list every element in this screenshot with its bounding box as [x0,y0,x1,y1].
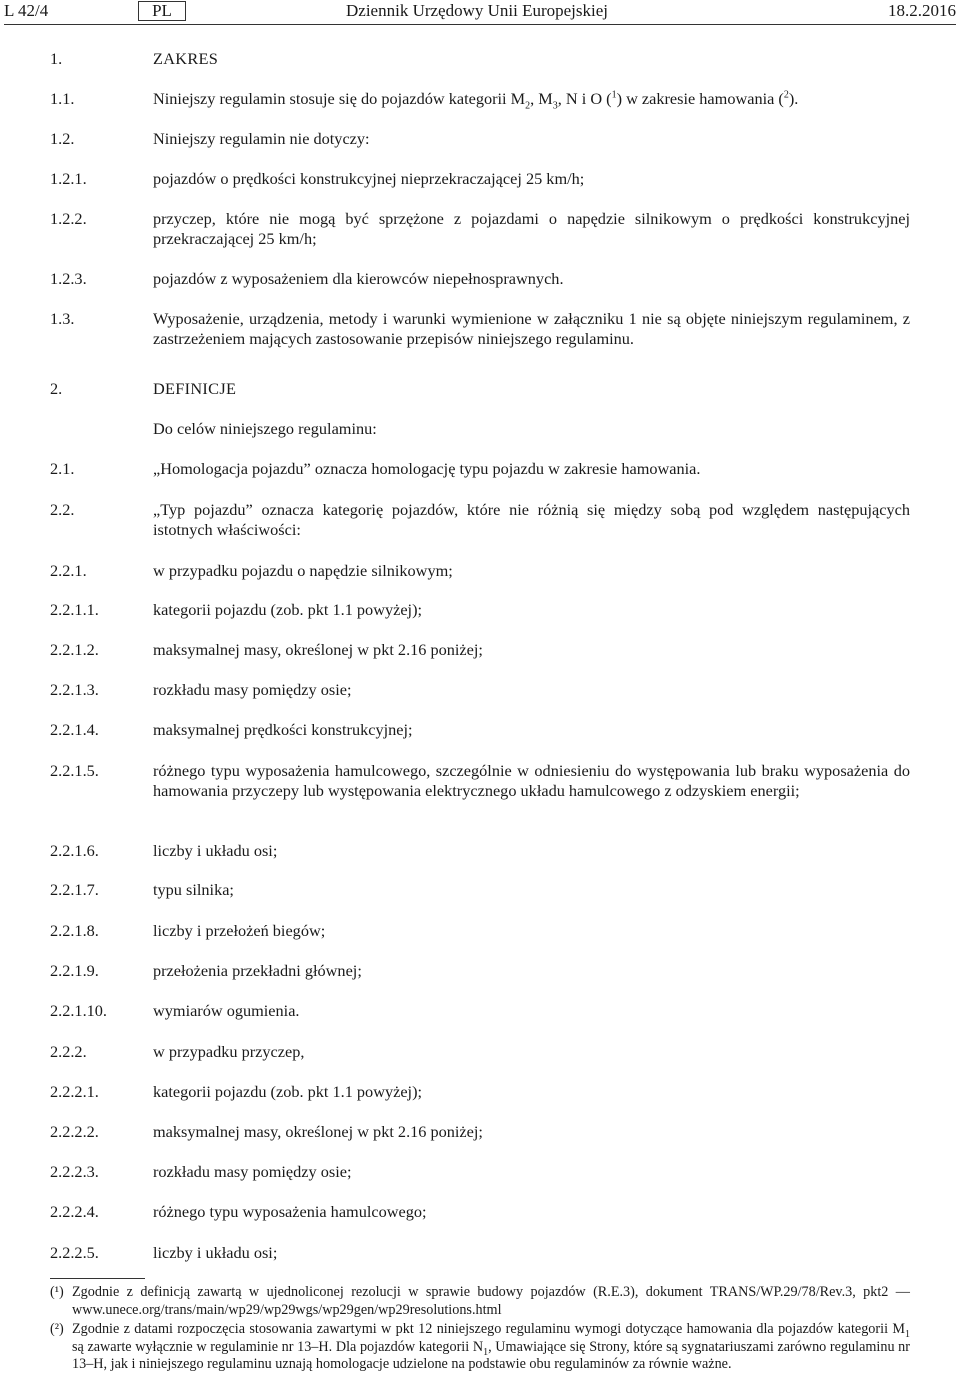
section-heading: ZAKRES [153,49,219,68]
item-text: przyczep, które nie mogą być sprzężone z pojazdami o napędzie silnikowym o prędkości konstrukcyjnej przekraczającej 25 km/h; [153,209,910,248]
footnote-ref-1[interactable]: 1 [611,89,617,101]
item-text: „Typ pojazdu” oznacza kategorię pojazdów, które nie różnią się między sobą pod względem następujących istotnych właściwości: [153,500,910,539]
item-text: kategorii pojazdu (zob. pkt 1.1 powyżej); [153,1082,423,1101]
item-text: liczby i przełożeń biegów; [153,921,326,940]
item-number: 2.2.1.10. [50,1001,107,1020]
item-text: pojazdów z wyposażeniem dla kierowców niepełnosprawnych. [153,269,564,288]
item-text: wymiarów ogumienia. [153,1001,300,1020]
item-text: kategorii pojazdu (zob. pkt 1.1 powyżej); [153,600,423,619]
item-number: 2.2. [50,500,75,519]
item-number: 2.2.1. [50,561,87,580]
item-number: 2.2.2.5. [50,1243,99,1262]
item-number: 2.2.1.8. [50,921,99,940]
item-number: 1.1. [50,89,75,108]
journal-title: Dziennik Urzędowy Unii Europejskiej [346,1,609,20]
item-number: 1.3. [50,309,75,328]
item-number: 1.2.3. [50,269,87,288]
footnote-divider [50,1278,145,1279]
item-number: 2.1. [50,459,75,478]
footnote-text: Zgodnie z definicją zawartą w ujednoliconej rezolucji w sprawie budowy pojazdów (R.E.3), dokument TRANS/WP.29/78/Rev.3, pkt2 — www.unece.org/trans/main/wp29/wp29wgs/wp29gen/wp29resolutions.html [72,1284,910,1318]
item-text: w przypadku przyczep, [153,1042,305,1061]
footnote-ref-2[interactable]: 2 [783,89,789,101]
item-text: rozkładu masy pomiędzy osie; [153,1162,352,1181]
item-number: 2.2.1.7. [50,880,99,899]
item-number: 2.2.2.3. [50,1162,99,1181]
item-text: Niniejszy regulamin stosuje się do pojazdów kategorii $M_2$, $M_3$, N i O ($^1$) w zakresie hamowania ($^2$). [153,89,799,112]
footnote-mark: (¹) [50,1284,64,1300]
page-reference: L 42/4 [4,1,49,20]
item-number: 2.2.2.2. [50,1122,99,1141]
item-text: maksymalnej prędkości konstrukcyjnej; [153,720,413,739]
item-text: różnego typu wyposażenia hamulcowego; [153,1202,427,1221]
item-text: liczby i układu osi; [153,1243,278,1262]
item-number: 2.2.1.5. [50,761,99,780]
footnote-text: Zgodnie z datami rozpoczęcia stosowania zawartymi w pkt 12 niniejszego regulaminu wymogi dotyczące hamowania dla pojazdów kategorii $M_1$ są zawarte wyłącznie w regulaminie nr 13–H. Dla pojazdów kategorii $N_1$, Umawiające się Strony, które są sygnatariuszami zarówno regulaminu nr 13–H, jak i niniejszego regulaminu uznają homologacje udzielone na podstawie obu regulaminów za równie ważne. [72,1321,910,1372]
item-text: w przypadku pojazdu o napędzie silnikowym; [153,561,453,580]
item-number: 2.2.2. [50,1042,87,1061]
item-number: 2.2.2.4. [50,1202,99,1221]
item-number: 2. [50,379,63,398]
item-number: 1. [50,49,63,68]
item-number: 2.2.1.3. [50,680,99,699]
item-number: 2.2.1.6. [50,841,99,860]
item-text: typu silnika; [153,880,234,899]
item-number: 2.2.1.9. [50,961,99,980]
item-text: przełożenia przekładni głównej; [153,961,362,980]
section-heading: DEFINICJE [153,379,237,398]
item-number: 2.2.1.4. [50,720,99,739]
item-text: Niniejszy regulamin nie dotyczy: [153,129,370,148]
item-text: różnego typu wyposażenia hamulcowego, szczególnie w odniesieniu do występowania lub braku wyposażenia do hamowania przyczepy lub występowania elektrycznego układu hamulcowego z odzyskiem energii; [153,761,910,800]
item-number: 1.2. [50,129,75,148]
language-badge: PL [138,1,186,21]
item-text: rozkładu masy pomiędzy osie; [153,680,352,699]
item-text: Do celów niniejszego regulaminu: [153,419,377,438]
item-text: maksymalnej masy, określonej w pkt 2.16 poniżej; [153,1122,483,1141]
item-number: 1.2.1. [50,169,87,188]
item-text: liczby i układu osi; [153,841,278,860]
item-number: 2.2.2.1. [50,1082,99,1101]
publication-date: 18.2.2016 [888,1,956,20]
item-text: pojazdów o prędkości konstrukcyjnej nieprzekraczającej 25 km/h; [153,169,585,188]
item-number: 2.2.1.2. [50,640,99,659]
item-text: Wyposażenie, urządzenia, metody i warunki wymienione w załączniku 1 nie są objęte niniejszym regulaminem, z zastrzeżeniem mających zastosowanie przepisów niniejszego regulaminu. [153,309,910,348]
footnote-mark: (²) [50,1321,64,1337]
item-text: „Homologacja pojazdu” oznacza homologację typu pojazdu w zakresie hamowania. [153,459,701,478]
item-text: maksymalnej masy, określonej w pkt 2.16 poniżej; [153,640,483,659]
item-number: 2.2.1.1. [50,600,99,619]
page-header [4,0,956,25]
item-number: 1.2.2. [50,209,87,228]
